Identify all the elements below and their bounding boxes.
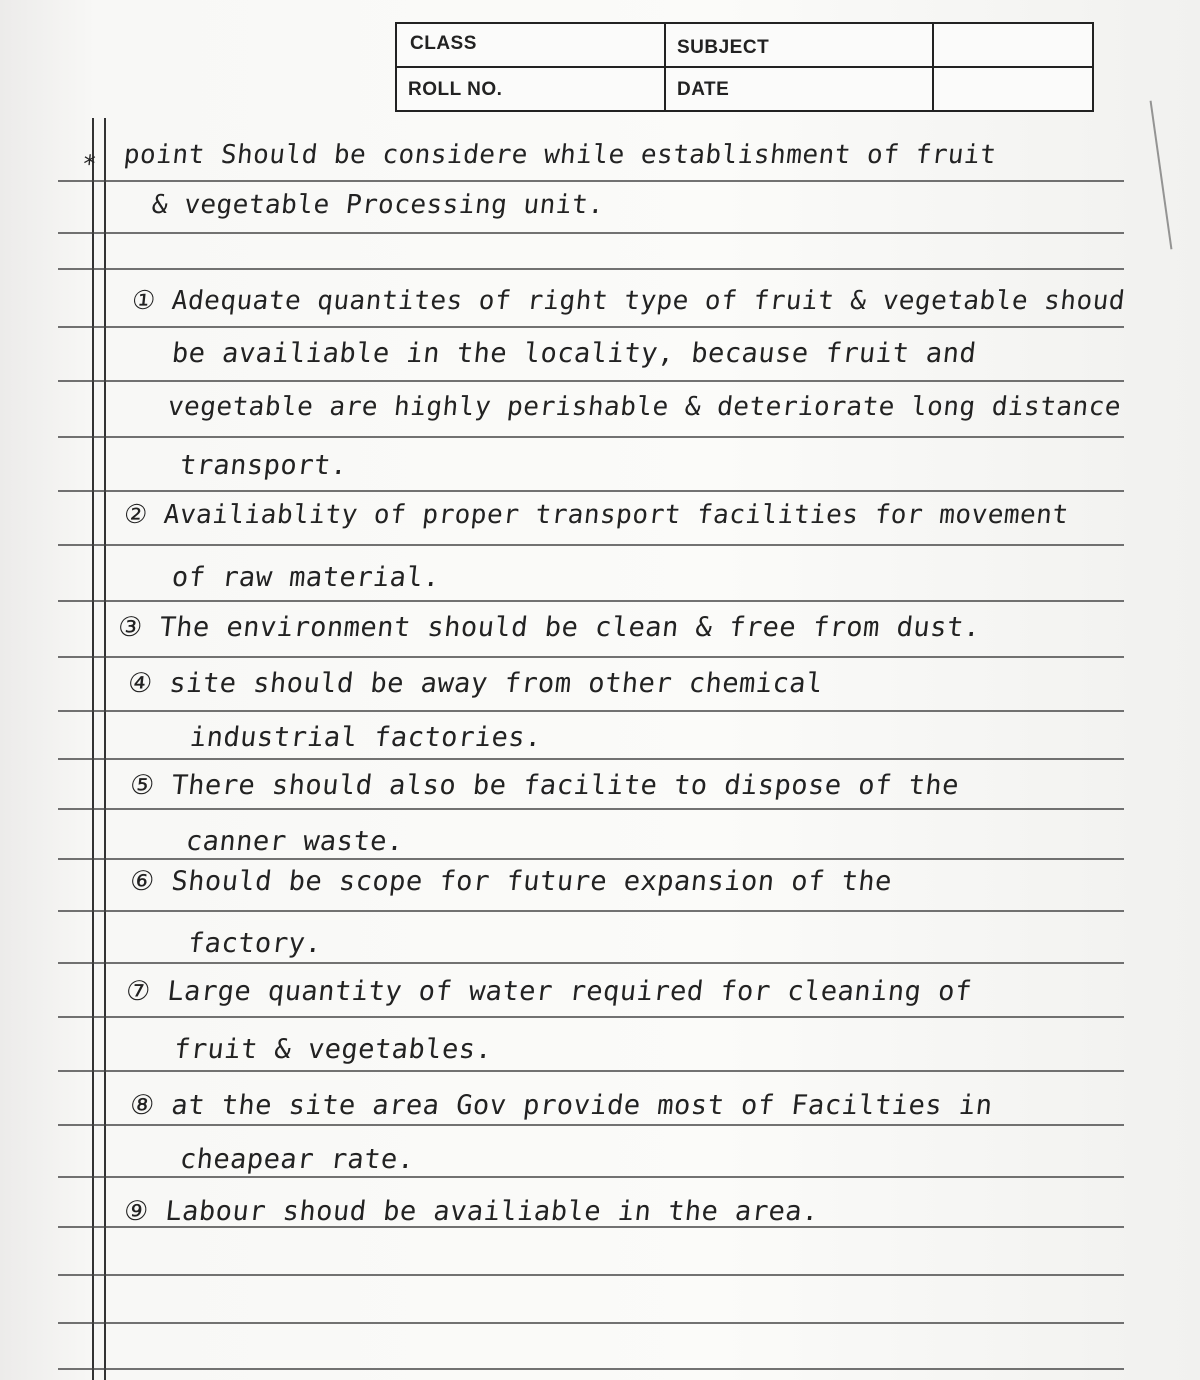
margin-line (92, 118, 94, 1380)
roll-no-label: ROLL NO. (408, 79, 503, 100)
note-line: vegetable are highly perishable & deteriorate long distance (166, 392, 1123, 422)
ruled-line (58, 808, 1124, 810)
note-line: cheapear rate. (178, 1144, 417, 1175)
heading-line-1: point Should be considere while establishment of fruit (122, 140, 998, 170)
ruled-line (58, 858, 1124, 860)
note-line: ⑦ Large quantity of water required for cleaning of (124, 976, 974, 1007)
margin-line (104, 118, 106, 1380)
ruled-line (58, 910, 1124, 912)
ruled-line (58, 710, 1124, 712)
note-line: fruit & vegetables. (172, 1034, 494, 1065)
ruled-line (58, 1016, 1124, 1018)
ruled-line (58, 232, 1124, 234)
ruled-line (58, 1176, 1124, 1178)
ruled-line (58, 326, 1124, 328)
ruled-line (58, 1070, 1124, 1072)
note-line: ⑨ Labour shoud be availiable in the area. (122, 1196, 821, 1227)
note-line: industrial factories. (188, 722, 544, 753)
ruled-line (58, 544, 1124, 546)
ruled-line (58, 490, 1124, 492)
note-line: ⑤ There should also be facilite to dispose of the (128, 770, 961, 801)
ruled-line (58, 380, 1124, 382)
ruled-line (58, 1274, 1124, 1276)
note-line: ② Availiablity of proper transport facilities for movement (122, 500, 1071, 530)
ruled-line (58, 1322, 1124, 1324)
heading-line-2: & vegetable Processing unit. (150, 190, 606, 220)
page-edge (1150, 101, 1173, 250)
note-line: ④ site should be away from other chemical (126, 668, 825, 699)
heading-bullet: * (80, 150, 99, 178)
subject-label: SUBJECT (677, 37, 770, 58)
note-line: factory. (186, 928, 324, 959)
note-line: of raw material. (170, 562, 442, 593)
ruled-line (58, 1124, 1124, 1126)
ruled-line (58, 758, 1124, 760)
ruled-line (58, 268, 1124, 270)
ruled-line (58, 600, 1124, 602)
note-line: transport. (178, 450, 350, 481)
ruled-line (58, 436, 1124, 438)
note-line: canner waste. (184, 826, 406, 857)
note-line: ① Adequate quantites of right type of fruit & vegetable shoud (130, 286, 1127, 316)
note-line: ⑧ at the site area Gov provide most of Facilties in (128, 1090, 995, 1121)
ruled-line (58, 962, 1124, 964)
ruled-line (58, 1368, 1124, 1370)
note-line: ⑥ Should be scope for future expansion of the (128, 866, 894, 897)
note-line: ③ The environment should be clean & free from dust. (116, 612, 983, 643)
date-label: DATE (677, 79, 730, 100)
header-divider (395, 66, 1092, 68)
ruled-line (58, 180, 1124, 182)
note-line: be availiable in the locality, because fruit and (170, 338, 978, 369)
ruled-line (58, 656, 1124, 658)
class-label: CLASS (410, 33, 477, 54)
